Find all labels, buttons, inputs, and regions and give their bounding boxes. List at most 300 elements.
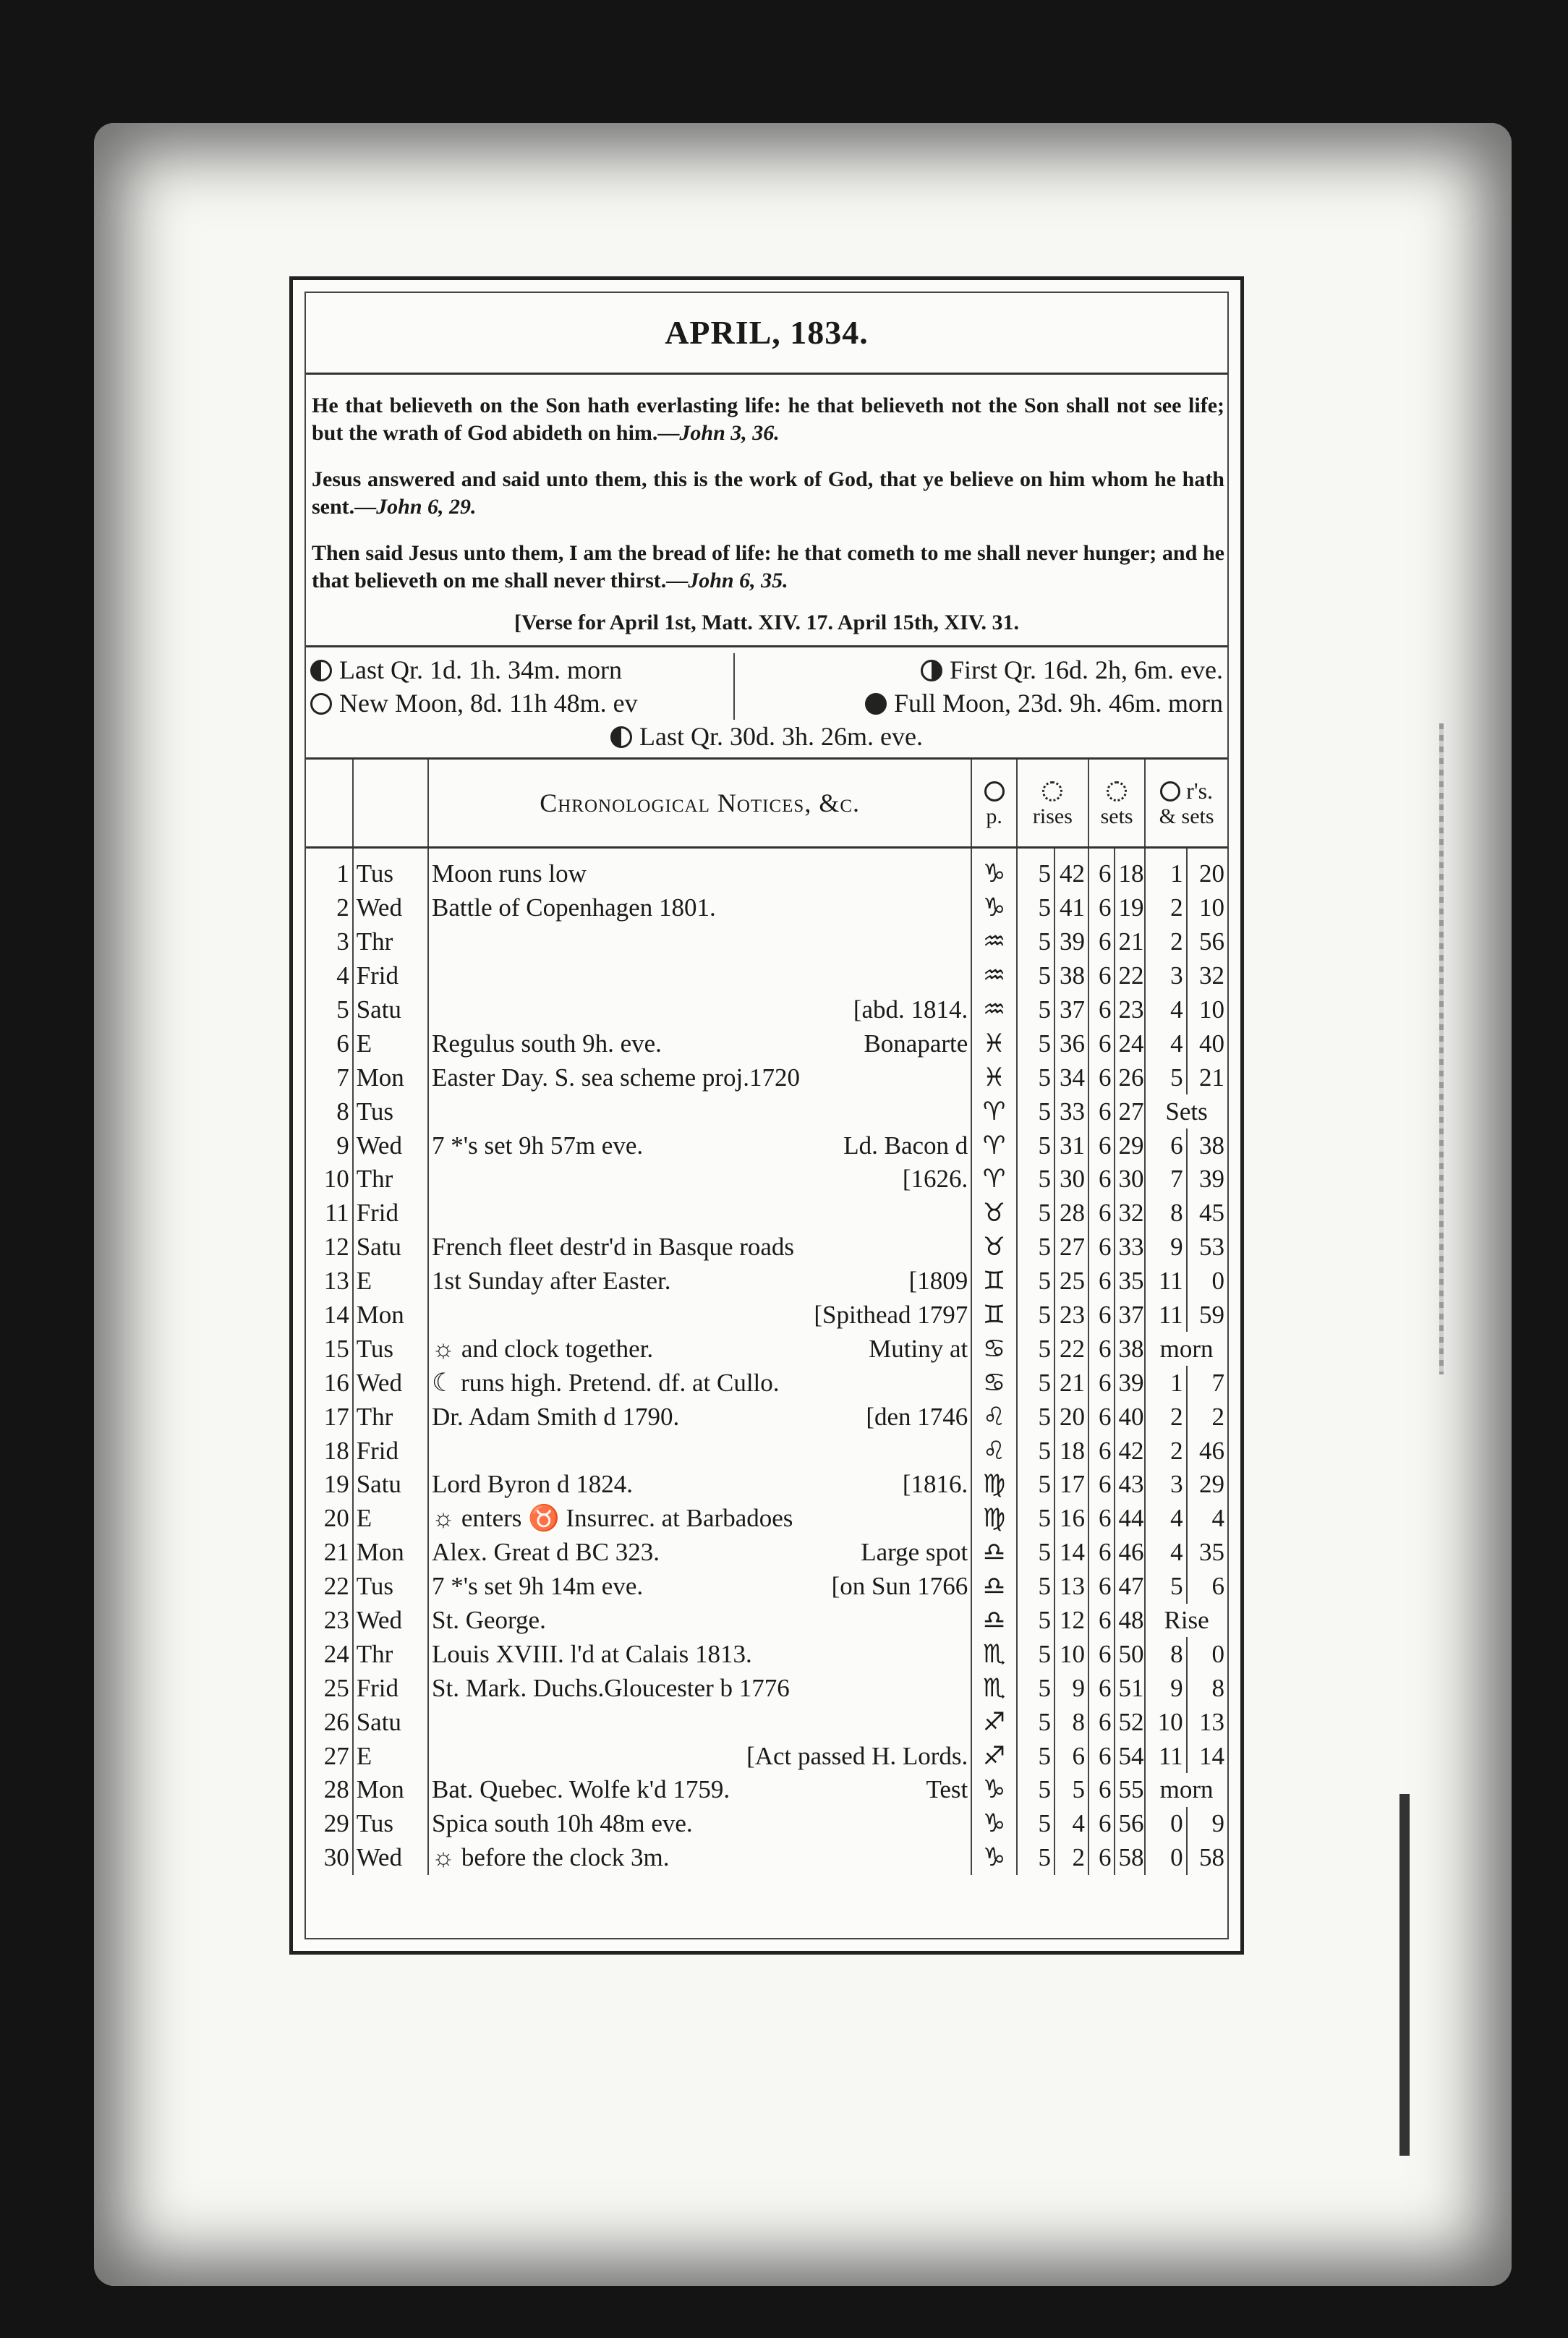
weekday: Satu	[353, 993, 428, 1027]
sun-rise-hour: 5	[1017, 1026, 1054, 1060]
notice	[428, 1807, 971, 1841]
sun-rise-hour: 5	[1017, 1298, 1054, 1332]
notice	[428, 1739, 971, 1773]
notice-text: Regulus south 9h. eve.	[432, 1029, 662, 1058]
moon-rs-min: 2	[1211, 1402, 1224, 1431]
sun-set-hour: 6	[1088, 993, 1115, 1027]
moon-rs-hour: 2	[1145, 925, 1186, 959]
weekday: Tus	[353, 848, 428, 891]
sun-rise-hour: 5	[1017, 1671, 1054, 1705]
day-number: 6	[306, 1026, 353, 1060]
notice	[428, 1841, 971, 1875]
moon-rs-min: 7	[1211, 1368, 1224, 1397]
sun-rise-hour: 5	[1017, 1739, 1054, 1773]
moon-place-label: p.	[986, 804, 1002, 828]
notice-text: Moon runs low	[432, 859, 587, 888]
day-number: 18	[306, 1434, 353, 1468]
day-number: 19	[306, 1468, 353, 1502]
moon-phases	[306, 645, 1227, 760]
table-row	[306, 1807, 1227, 1841]
notice-text: St. Mark. Duchs.Gloucester b 1776	[432, 1673, 790, 1702]
weekday: Satu	[353, 1468, 428, 1502]
table-row	[306, 1128, 1227, 1162]
moon-rs-label: r's.	[1186, 777, 1214, 804]
moon-rs-min: 10	[1199, 893, 1224, 922]
sun-set-min: 22	[1115, 959, 1145, 993]
weekday: Wed	[353, 891, 428, 925]
sun-rise-min: 17	[1054, 1468, 1088, 1502]
moon-rs-min: 0	[1211, 1639, 1224, 1668]
table-row	[306, 848, 1227, 891]
sun-set-hour: 6	[1088, 1434, 1115, 1468]
moon-rs-hour: 5	[1145, 1570, 1186, 1604]
sun-rise-hour: 5	[1017, 891, 1054, 925]
notice	[428, 1604, 971, 1638]
day-number: 29	[306, 1807, 353, 1841]
moon-rs-hour: morn	[1159, 1775, 1214, 1804]
sun-set-min: 38	[1115, 1332, 1145, 1366]
moon-rs-hour: 3	[1145, 959, 1186, 993]
table-row	[306, 1264, 1227, 1298]
sun-rise-min: 33	[1054, 1094, 1088, 1128]
moon-rs-hour: 0	[1145, 1807, 1186, 1841]
moon-rs-hour: 2	[1145, 1434, 1186, 1468]
table-row	[306, 1841, 1227, 1875]
verse-text: Jesus answered and said unto them, this is the work of God, that ye believe on him whom he hath sent.—	[312, 467, 1224, 519]
table-row	[306, 959, 1227, 993]
moon-rs-hour: 11	[1145, 1298, 1186, 1332]
sun-set-hour: 6	[1088, 1128, 1115, 1162]
last-quarter-1	[310, 653, 735, 686]
weekday: Tus	[353, 1570, 428, 1604]
sun-rise-hour: 5	[1017, 1332, 1054, 1366]
sun-rise-hour: 5	[1017, 1230, 1054, 1264]
moon-sign: ♒	[971, 959, 1017, 993]
verse-ref: John 3, 36.	[679, 421, 780, 445]
sun-set-hour: 6	[1088, 848, 1115, 891]
day-number: 21	[306, 1536, 353, 1570]
sun-set-hour: 6	[1088, 1400, 1115, 1434]
sun-rise-min: 30	[1054, 1162, 1088, 1196]
sun-set-hour: 6	[1088, 1230, 1115, 1264]
first-quarter	[911, 653, 1223, 686]
moon-rs-min: 8	[1211, 1673, 1224, 1702]
day-number: 3	[306, 925, 353, 959]
moon-icon	[984, 781, 1005, 802]
weekday: Wed	[353, 1366, 428, 1400]
sun-rise-hour: 5	[1017, 1604, 1054, 1638]
moon-sign: ♒	[971, 925, 1017, 959]
moon-sign: ♉	[971, 1196, 1017, 1230]
day-number: 17	[306, 1400, 353, 1434]
notice	[428, 1400, 971, 1434]
table-row	[306, 1637, 1227, 1671]
day-number: 13	[306, 1264, 353, 1298]
sun-set-min: 18	[1115, 848, 1145, 891]
last-quarter-2-text: Last Qr. 30d. 3h. 26m. eve.	[639, 722, 923, 751]
weekday: Mon	[353, 1060, 428, 1094]
sun-rise-min: 31	[1054, 1128, 1088, 1162]
sun-rise-min: 37	[1054, 993, 1088, 1027]
notice-text-right: Test	[926, 1775, 968, 1804]
moon-sign: ♑	[971, 1807, 1017, 1841]
sun-set-min: 35	[1115, 1264, 1145, 1298]
calendar-body	[306, 848, 1227, 1875]
notice	[428, 848, 971, 891]
full-moon-icon	[865, 693, 887, 715]
moon-sign: ♓	[971, 1060, 1017, 1094]
sun-set-hour: 6	[1088, 1570, 1115, 1604]
weekday: Wed	[353, 1128, 428, 1162]
weekday: Tus	[353, 1807, 428, 1841]
calendar-table	[306, 760, 1227, 1875]
sun-rise-hour: 5	[1017, 1468, 1054, 1502]
notice-text-right: [den 1746	[866, 1402, 968, 1431]
notice-text: ☼ and clock together.	[432, 1334, 654, 1363]
notice	[428, 1637, 971, 1671]
moon-row-3	[310, 720, 1223, 753]
sun-rise-min: 4	[1054, 1807, 1088, 1841]
moon-icon	[1160, 781, 1180, 802]
sun-set-min: 50	[1115, 1637, 1145, 1671]
weekday: Frid	[353, 1196, 428, 1230]
day-number: 22	[306, 1570, 353, 1604]
sun-set-hour: 6	[1088, 1468, 1115, 1502]
verse-note: [Verse for April 1st, Matt. XIV. 17. April 15th, XIV. 31.	[514, 611, 1020, 634]
notice-text: Lord Byron d 1824.	[432, 1470, 634, 1499]
sun-set-min: 43	[1115, 1468, 1145, 1502]
table-row	[306, 1604, 1227, 1638]
sun-rise-hour: 5	[1017, 1060, 1054, 1094]
sun-set-hour: 6	[1088, 1196, 1115, 1230]
sun-rise-min: 27	[1054, 1230, 1088, 1264]
sun-rise-min: 36	[1054, 1026, 1088, 1060]
table-row	[306, 1739, 1227, 1773]
moon-rs-hour: morn	[1159, 1334, 1214, 1363]
sun-set-hour: 6	[1088, 1773, 1115, 1807]
sun-set-hour: 6	[1088, 891, 1115, 925]
moon-sign: ♌	[971, 1434, 1017, 1468]
notice-text-right: Bonaparte	[864, 1029, 968, 1058]
weekday: Mon	[353, 1298, 428, 1332]
moon-rs-min: 0	[1211, 1267, 1224, 1296]
notice	[428, 993, 971, 1027]
day-number: 26	[306, 1705, 353, 1739]
sun-set-min: 52	[1115, 1705, 1145, 1739]
weekday: Wed	[353, 1841, 428, 1875]
day-number: 24	[306, 1637, 353, 1671]
moon-rises-sets-header	[1145, 760, 1227, 848]
sun-rise-hour: 5	[1017, 1434, 1054, 1468]
sun-set-hour: 6	[1088, 1298, 1115, 1332]
weekday: Frid	[353, 1671, 428, 1705]
moon-sign: ♏	[971, 1637, 1017, 1671]
moon-rs-hour: 4	[1145, 1502, 1186, 1536]
notice	[428, 1366, 971, 1400]
moon-sign: ♈	[971, 1128, 1017, 1162]
verse-ref: John 6, 35.	[688, 569, 788, 592]
sun-set-min: 32	[1115, 1196, 1145, 1230]
sun-rise-hour: 5	[1017, 1570, 1054, 1604]
weekday: Thr	[353, 1400, 428, 1434]
weekday-header	[353, 760, 428, 848]
last-quarter-2	[310, 720, 1223, 753]
table-row	[306, 1196, 1227, 1230]
weekday: Thr	[353, 925, 428, 959]
sun-rise-hour: 5	[1017, 959, 1054, 993]
sun-rise-min: 41	[1054, 891, 1088, 925]
sun-set-hour: 6	[1088, 1366, 1115, 1400]
moon-rs-sub-label: & sets	[1159, 804, 1214, 828]
sun-sets-header	[1088, 760, 1145, 848]
notice	[428, 1705, 971, 1739]
sun-rise-hour: 5	[1017, 1400, 1054, 1434]
table-row	[306, 1468, 1227, 1502]
almanac-inner-border	[304, 292, 1229, 1939]
notice	[428, 1773, 971, 1807]
moon-rs-hour: 6	[1145, 1128, 1186, 1162]
day-number: 2	[306, 891, 353, 925]
notice-text: ☾ runs high. Pretend. df. at Cullo.	[432, 1368, 780, 1397]
sun-rise-min: 10	[1054, 1637, 1088, 1671]
weekday: Frid	[353, 1434, 428, 1468]
sun-icon	[1042, 781, 1062, 802]
table-row	[306, 1094, 1227, 1128]
moon-rs-hour: 9	[1145, 1671, 1186, 1705]
table-row	[306, 1060, 1227, 1094]
notice	[428, 1570, 971, 1604]
moon-rs-min: 9	[1211, 1809, 1224, 1838]
sun-rise-min: 25	[1054, 1264, 1088, 1298]
sun-rise-min: 34	[1054, 1060, 1088, 1094]
notice	[428, 1434, 971, 1468]
moon-row-2	[310, 686, 1223, 720]
day-number: 5	[306, 993, 353, 1027]
sun-rise-min: 14	[1054, 1536, 1088, 1570]
last-quarter-moon-icon	[610, 726, 632, 748]
sun-rise-min: 8	[1054, 1705, 1088, 1739]
sun-rise-min: 20	[1054, 1400, 1088, 1434]
table-row	[306, 1705, 1227, 1739]
sun-rise-min: 13	[1054, 1570, 1088, 1604]
sun-rise-min: 28	[1054, 1196, 1088, 1230]
notice-text-right: [1626.	[902, 1165, 968, 1194]
sun-rise-hour: 5	[1017, 1162, 1054, 1196]
sun-set-min: 33	[1115, 1230, 1145, 1264]
sun-set-min: 29	[1115, 1128, 1145, 1162]
sun-set-hour: 6	[1088, 1026, 1115, 1060]
notice-text-right: Ld. Bacon d	[843, 1131, 968, 1160]
verse-1	[312, 392, 1224, 447]
moon-rs-min: 4	[1211, 1504, 1224, 1533]
notice	[428, 1332, 971, 1366]
sun-rise-min: 5	[1054, 1773, 1088, 1807]
notice-text-right: Large spot	[861, 1538, 968, 1567]
binding-stitch	[1399, 1794, 1410, 2156]
table-row	[306, 1773, 1227, 1807]
sun-rise-hour: 5	[1017, 1502, 1054, 1536]
moon-rs-min: 6	[1211, 1572, 1224, 1601]
sun-set-min: 23	[1115, 993, 1145, 1027]
moon-rs-hour: 4	[1145, 1026, 1186, 1060]
moon-rs-min: 58	[1199, 1843, 1224, 1872]
notice	[428, 1128, 971, 1162]
weekday: Wed	[353, 1604, 428, 1638]
moon-rs-min: 29	[1199, 1470, 1224, 1499]
notice	[428, 1026, 971, 1060]
full-moon-text: Full Moon, 23d. 9h. 46m. morn	[893, 689, 1223, 718]
sun-rise-min: 42	[1054, 848, 1088, 891]
notices-header: Chronological Notices, &c.	[428, 760, 971, 848]
moon-rs-hour: 8	[1145, 1196, 1186, 1230]
moon-rs-min: 35	[1199, 1538, 1224, 1567]
day-number: 27	[306, 1739, 353, 1773]
table-row	[306, 1332, 1227, 1366]
moon-rs-hour: 8	[1145, 1637, 1186, 1671]
moon-sign: ♊	[971, 1298, 1017, 1332]
moon-rs-hour: 1	[1145, 1366, 1186, 1400]
day-number: 1	[306, 848, 353, 891]
moon-rs-min: 13	[1199, 1707, 1224, 1736]
notice-text: 7 *'s set 9h 57m eve.	[432, 1131, 644, 1160]
weekday: E	[353, 1264, 428, 1298]
table-row	[306, 1230, 1227, 1264]
moon-sign: ♑	[971, 1841, 1017, 1875]
sun-set-hour: 6	[1088, 1332, 1115, 1366]
notice-text: St. George.	[432, 1606, 546, 1635]
page-title: APRIL, 1834.	[306, 293, 1227, 375]
notice	[428, 1671, 971, 1705]
moon-sign: ♎	[971, 1604, 1017, 1638]
sun-rise-hour: 5	[1017, 1705, 1054, 1739]
moon-rs-hour: 11	[1145, 1264, 1186, 1298]
moon-rs-hour: 2	[1145, 891, 1186, 925]
notice	[428, 1230, 971, 1264]
moon-rs-min: 45	[1199, 1199, 1224, 1228]
day-number: 30	[306, 1841, 353, 1875]
sun-icon	[1107, 781, 1127, 802]
notice-text-right: [1809	[908, 1267, 968, 1296]
moon-rs-hour: 3	[1145, 1468, 1186, 1502]
sun-set-min: 51	[1115, 1671, 1145, 1705]
day-number: 15	[306, 1332, 353, 1366]
sun-rises-header	[1017, 760, 1088, 848]
sun-rise-min: 6	[1054, 1739, 1088, 1773]
notice-text: Bat. Quebec. Wolfe k'd 1759.	[432, 1775, 730, 1804]
moon-rs-min: 59	[1199, 1301, 1224, 1330]
sun-rise-hour: 5	[1017, 1366, 1054, 1400]
notice-text-right: [abd. 1814.	[853, 995, 968, 1024]
notice	[428, 1162, 971, 1196]
day-number: 7	[306, 1060, 353, 1094]
notice	[428, 1196, 971, 1230]
sun-set-min: 46	[1115, 1536, 1145, 1570]
moon-rs-hour: 4	[1145, 993, 1186, 1027]
almanac-frame	[289, 276, 1244, 1955]
day-number: 23	[306, 1604, 353, 1638]
sun-set-hour: 6	[1088, 1705, 1115, 1739]
moon-rs-min: 10	[1199, 995, 1224, 1024]
notice-text: 1st Sunday after Easter.	[432, 1267, 671, 1296]
notice-text: Battle of Copenhagen 1801.	[432, 893, 716, 922]
table-row	[306, 1671, 1227, 1705]
first-quarter-text: First Qr. 16d. 2h, 6m. eve.	[950, 655, 1223, 684]
weekday: E	[353, 1502, 428, 1536]
binding-thread	[1439, 723, 1444, 1374]
moon-sign: ♌	[971, 1400, 1017, 1434]
table-row	[306, 1026, 1227, 1060]
moon-sign: ♑	[971, 848, 1017, 891]
moon-sign: ♒	[971, 993, 1017, 1027]
sun-rise-hour: 5	[1017, 1094, 1054, 1128]
verse-2	[312, 466, 1224, 521]
new-moon-icon	[310, 693, 332, 715]
day-number: 9	[306, 1128, 353, 1162]
sun-set-min: 54	[1115, 1739, 1145, 1773]
moon-rs-hour: 1	[1145, 848, 1186, 891]
notice-text: Dr. Adam Smith d 1790.	[432, 1402, 680, 1431]
sun-set-hour: 6	[1088, 1841, 1115, 1875]
moon-rs-min: 21	[1199, 1063, 1224, 1092]
table-row	[306, 1400, 1227, 1434]
day-number: 25	[306, 1671, 353, 1705]
moon-sign: ♉	[971, 1230, 1017, 1264]
moon-rs-min: 46	[1199, 1436, 1224, 1465]
moon-rs-hour: 2	[1145, 1400, 1186, 1434]
moon-sign: ♐	[971, 1705, 1017, 1739]
sun-set-hour: 6	[1088, 1060, 1115, 1094]
day-number: 28	[306, 1773, 353, 1807]
moon-rs-hour: 11	[1145, 1739, 1186, 1773]
table-header	[306, 760, 1227, 848]
verse-ref: John 6, 29.	[376, 495, 477, 519]
day-number: 12	[306, 1230, 353, 1264]
notice	[428, 1094, 971, 1128]
notice-text: 7 *'s set 9h 14m eve.	[432, 1572, 644, 1601]
table-row	[306, 993, 1227, 1027]
moon-rs-hour: 4	[1145, 1536, 1186, 1570]
moon-sign: ♈	[971, 1162, 1017, 1196]
weekday: Tus	[353, 1332, 428, 1366]
weekday: Satu	[353, 1705, 428, 1739]
sun-set-min: 42	[1115, 1434, 1145, 1468]
moon-rs-min: 32	[1199, 961, 1224, 990]
sun-set-min: 39	[1115, 1366, 1145, 1400]
moon-rs-min: 14	[1199, 1741, 1224, 1770]
day-number: 11	[306, 1196, 353, 1230]
new-moon	[310, 686, 735, 720]
notice-text: Louis XVIII. l'd at Calais 1813.	[432, 1639, 752, 1668]
sun-rise-min: 9	[1054, 1671, 1088, 1705]
notice	[428, 1468, 971, 1502]
sun-rise-hour: 5	[1017, 1773, 1054, 1807]
moon-place-header	[971, 760, 1017, 848]
notice-text: French fleet destr'd in Basque roads	[432, 1233, 795, 1262]
notice-text-right: [Act passed H. Lords.	[746, 1741, 968, 1770]
day-header	[306, 760, 353, 848]
notice	[428, 1298, 971, 1332]
moon-sign: ♑	[971, 1773, 1017, 1807]
day-number: 16	[306, 1366, 353, 1400]
moon-sign: ♐	[971, 1739, 1017, 1773]
sun-rise-min: 2	[1054, 1841, 1088, 1875]
sun-set-min: 47	[1115, 1570, 1145, 1604]
sun-set-min: 21	[1115, 925, 1145, 959]
moon-sign: ♈	[971, 1094, 1017, 1128]
day-number: 8	[306, 1094, 353, 1128]
sun-set-min: 56	[1115, 1807, 1145, 1841]
moon-sign: ♑	[971, 891, 1017, 925]
